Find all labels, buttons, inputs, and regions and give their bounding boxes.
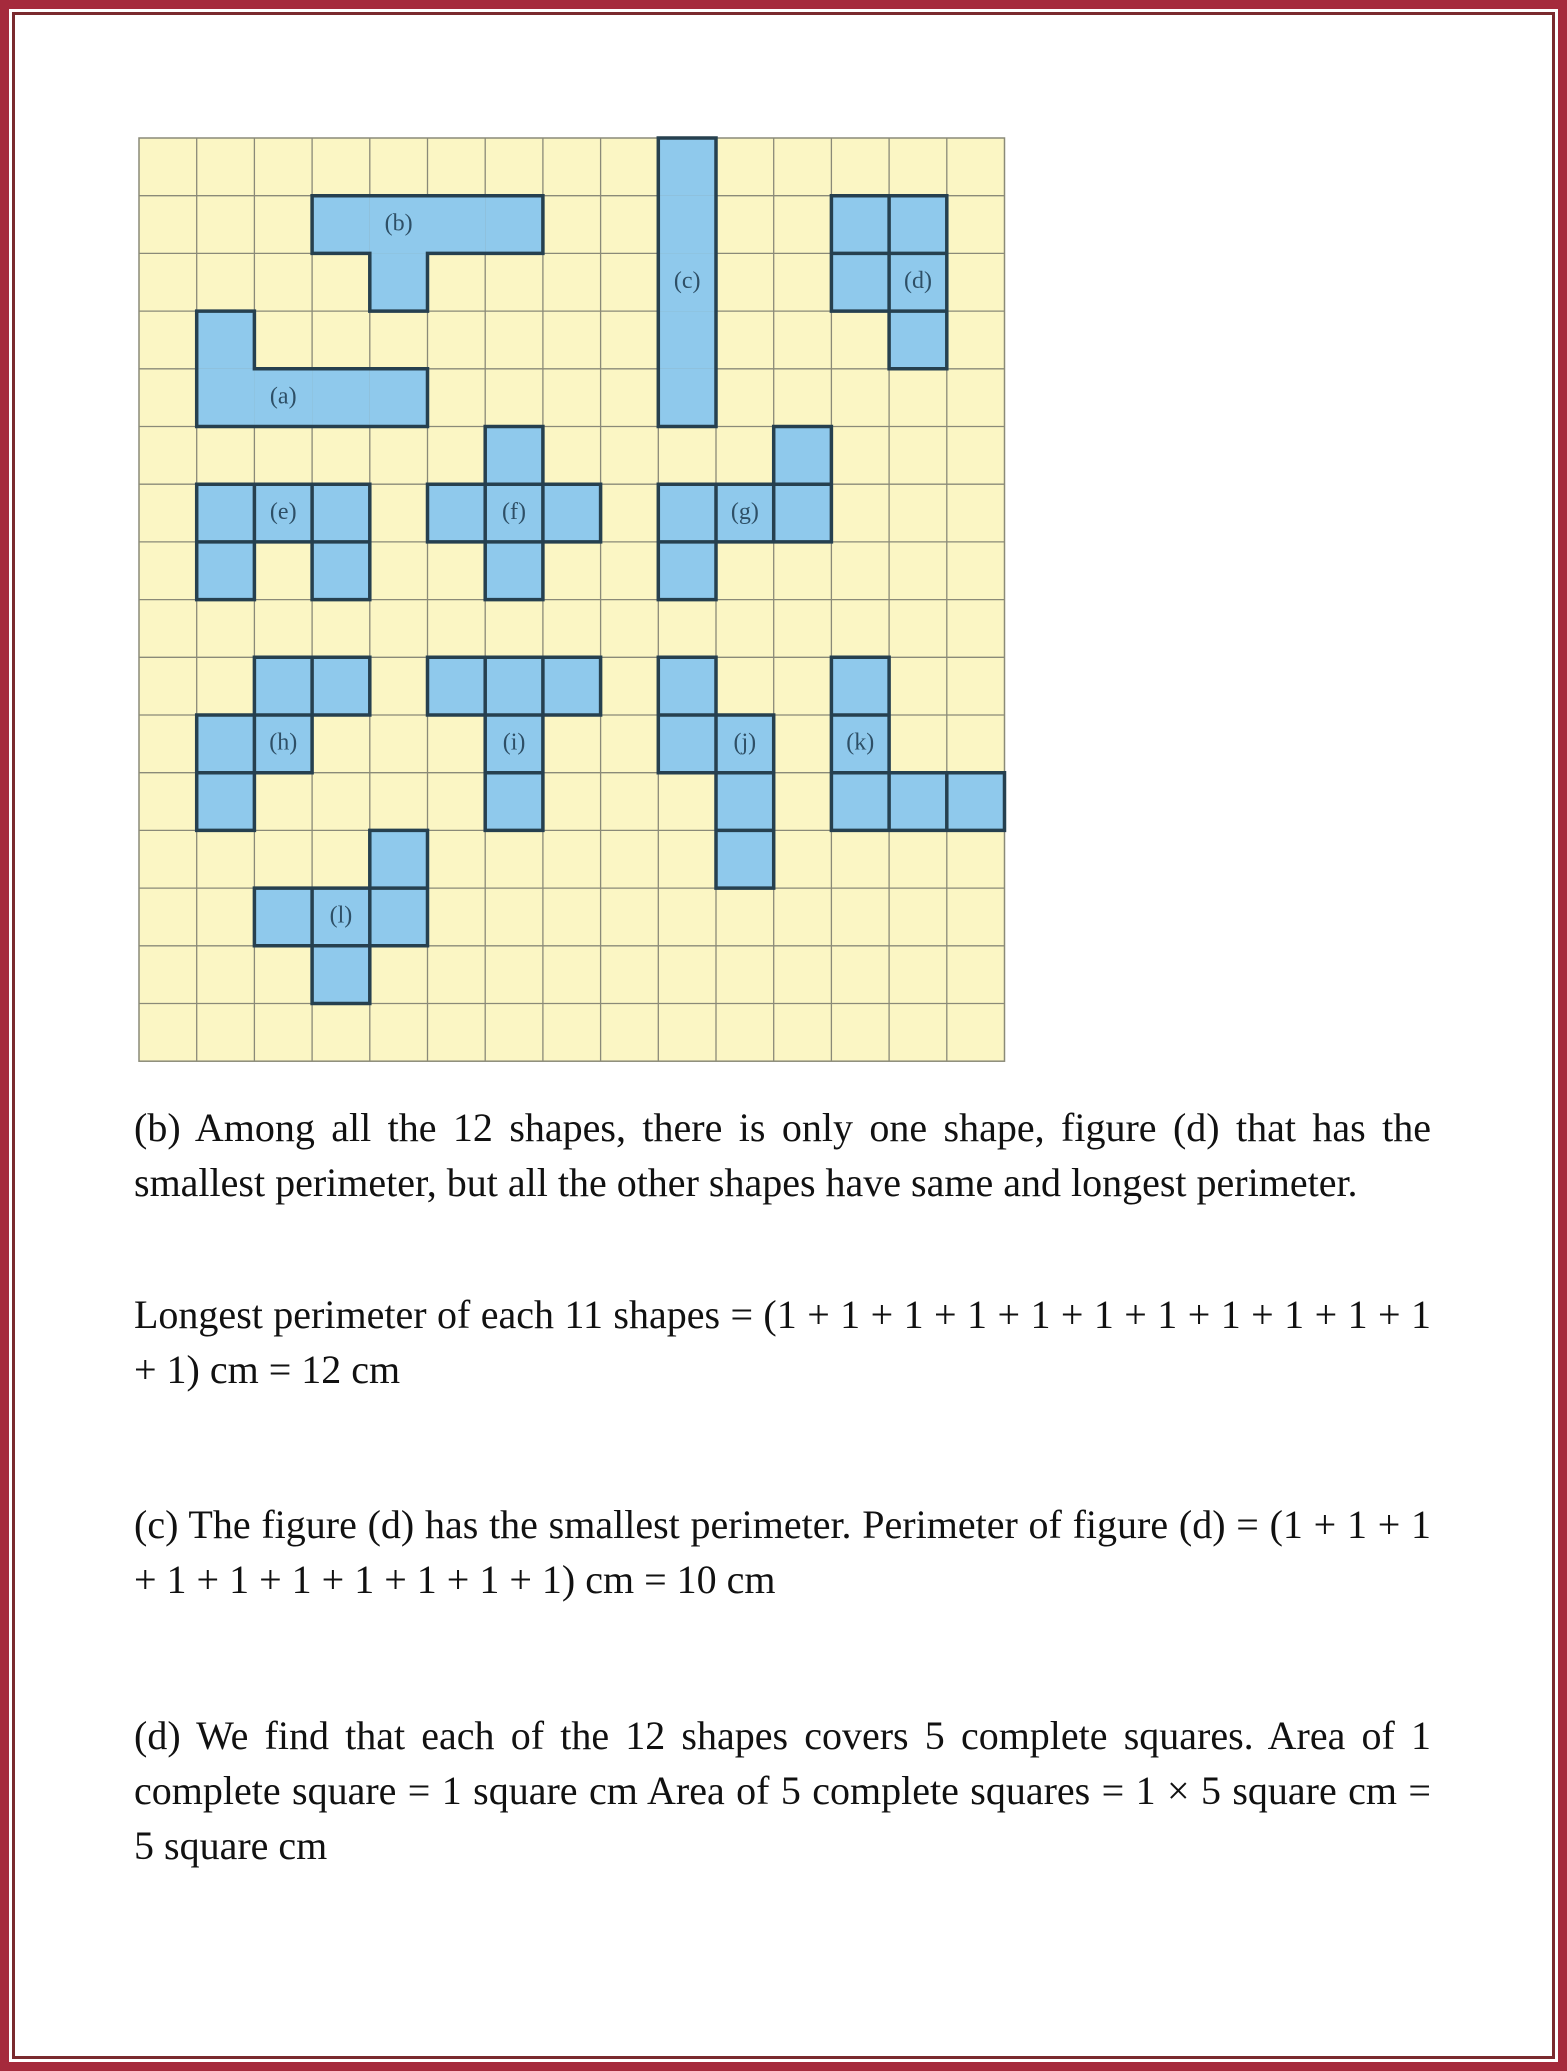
shape-cell: [370, 369, 428, 427]
grid-figure: [136, 135, 1008, 1067]
shape-label: (h): [269, 729, 298, 756]
shape-cell: [370, 888, 428, 946]
shape-cell: [312, 946, 370, 1004]
shape-cell: [197, 311, 255, 369]
shape-label: (k): [846, 729, 875, 756]
answer-c: (c) The figure (d) has the smallest perimeter. Perimeter of figure (d) = (1 + 1 + 1 + 1 + 1 + 1 + 1 + 1 + 1 + 1) cm = 10 cm: [134, 1502, 1431, 1602]
shape-cell: [485, 427, 543, 485]
shape-cell: [658, 715, 716, 773]
shape-cell: [485, 542, 543, 600]
shape-cell: [197, 484, 255, 542]
shape-cell: [889, 196, 947, 254]
shape-cell: [254, 888, 312, 946]
shape-label: (a): [269, 383, 297, 410]
shape-cell: [197, 369, 255, 427]
shape-cell: [254, 657, 312, 715]
shape-cell: [889, 773, 947, 831]
shape-cell: [543, 657, 601, 715]
shape-cell: [543, 484, 601, 542]
shape-cell: [312, 196, 370, 254]
shape-cell: [658, 484, 716, 542]
shape-cell: [428, 657, 486, 715]
shape-label: (f): [502, 498, 527, 525]
shape-cell: [312, 657, 370, 715]
shape-cell: [889, 311, 947, 369]
shape-cell: [197, 542, 255, 600]
shape-cell: [947, 773, 1005, 831]
shape-cell: [774, 427, 832, 485]
shape-cell: [197, 773, 255, 831]
shape-cell: [312, 484, 370, 542]
shape-cell: [658, 369, 716, 427]
shape-cell: [716, 773, 774, 831]
shape-label: (g): [730, 498, 759, 525]
shape-cell: [831, 773, 889, 831]
shape-label: (c): [673, 268, 701, 295]
shape-cell: [658, 657, 716, 715]
shape-label: (e): [269, 498, 297, 525]
shape-label: (j): [733, 729, 757, 756]
shape-cell: [428, 196, 486, 254]
shape-cell: [716, 830, 774, 888]
shape-cell: [658, 138, 716, 196]
shape-cell: [312, 542, 370, 600]
shape-cell: [312, 369, 370, 427]
answer-b: (b) Among all the 12 shapes, there is only one shape, figure (d) that has the smallest perimeter, but all the other shapes have same and longest perimeter.: [134, 1105, 1431, 1205]
shape-cell: [831, 657, 889, 715]
shape-cell: [774, 484, 832, 542]
shape-cell: [831, 196, 889, 254]
shape-cell: [658, 542, 716, 600]
answer-b-perimeter: Longest perimeter of each 11 shapes = (1 + 1 + 1 + 1 + 1 + 1 + 1 + 1 + 1 + 1 + 1 + 1) cm = 12 cm: [134, 1292, 1431, 1392]
shape-label: (i): [502, 729, 526, 756]
shape-cell: [658, 311, 716, 369]
shape-cell: [831, 253, 889, 311]
shape-label: (b): [384, 210, 413, 237]
shape-cell: [658, 196, 716, 254]
answer-d: (d) We find that each of the 12 shapes covers 5 complete squares. Area of 1 complete square = 1 square cm Area of 5 complete squares = 1 × 5 square cm = 5 square cm: [134, 1713, 1431, 1868]
shape-cell: [428, 484, 486, 542]
shape-cell: [197, 715, 255, 773]
shape-label: (l): [329, 902, 353, 929]
shape-cell: [485, 196, 543, 254]
shape-cell: [485, 773, 543, 831]
shape-cell: [370, 253, 428, 311]
shape-cell: [370, 830, 428, 888]
shape-cell: [485, 657, 543, 715]
shape-label: (d): [903, 268, 932, 295]
